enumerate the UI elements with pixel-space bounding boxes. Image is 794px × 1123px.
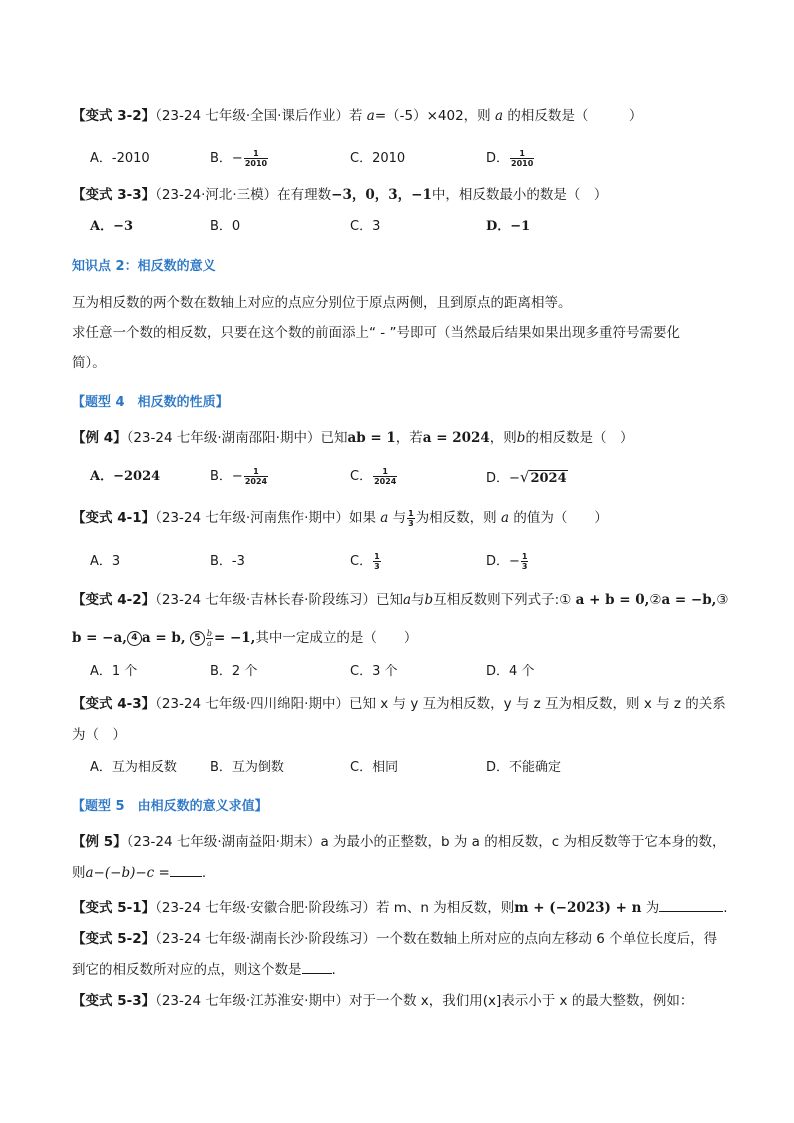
knowledge-point-title: 知识点 2：相反数的意义 [72, 259, 216, 274]
option-d: D．−1 [486, 219, 531, 234]
example-5-stem: 【例 5】（23-24 七年级·湖南益阳·期末）a 为最小的正整数，b 为 a 的相反数，c 为相反数等于它本身的数， [72, 834, 726, 850]
option-b: B．2 个 [210, 664, 258, 679]
option-c: C． $\frac{1}{2024}$ [350, 467, 397, 486]
option-a: A．3 [90, 554, 121, 569]
option-d: D．4 个 [486, 664, 535, 679]
option-a: A．-2010 [90, 151, 150, 166]
variant-5-2-stem-cont: 到它的相反数所对应的点，则这个数是 . [72, 959, 336, 980]
option-d: D．不能确定 [486, 760, 562, 775]
option-a: A．1 个 [90, 664, 138, 679]
variant-3-2-stem: 【变式 3-2】（23-24 七年级·全国·课后作业）若 a=（-5）×402，则 a 的相反数是（ ） [72, 108, 643, 124]
variant-5-1-stem: 【变式 5-1】（23-24 七年级·安徽合肥·阶段练习）若 m、n 为相反数，则m + (−2023) + n 为 . [72, 897, 728, 918]
answer-blank[interactable] [170, 862, 202, 877]
example-5-stem-cont: 则a−(−b)−c = . [72, 862, 206, 883]
option-c: C． $\frac{1}{3}$ [350, 552, 380, 571]
option-d: D．−√2024 [486, 468, 567, 486]
option-c: C．2010 [350, 151, 406, 166]
option-b: B．− $\frac{1}{2024}$ [210, 467, 268, 486]
variant-4-3-stem-cont: 为（ ） [72, 727, 126, 743]
option-c: C．3 [350, 219, 381, 234]
variant-3-3-stem: 【变式 3-3】（23-24·河北·三模）在有理数−3，0，3，−1中，相反数最小的数是（ ） [72, 187, 608, 203]
option-d: D．− $\frac{1}{3}$ [486, 552, 528, 571]
variant-4-3-stem: 【变式 4-3】（23-24 七年级·四川绵阳·期中）已知 x 与 y 互为相反数，y 与 z 互为相反数，则 x 与 z 的关系 [72, 696, 726, 712]
option-a: A．−3 [90, 219, 134, 234]
variant-4-2-stem-cont: b = −a, 4 a = b, 5 $\frac{b}{a}$ = −1,其中一定成立的是（ ） [72, 628, 418, 648]
answer-blank[interactable] [302, 959, 332, 974]
example-4-stem: 【例 4】（23-24 七年级·湖南邵阳·期中）已知ab = 1，若a = 2024，则b的相反数是（ ） [72, 430, 634, 446]
source: （23-24 七年级·全国·课后作业） [155, 108, 349, 124]
variant-5-2-stem: 【变式 5-2】（23-24 七年级·湖南长沙·阶段练习）一个数在数轴上所对应的点向左移动 6 个单位长度后，得 [72, 931, 718, 947]
option-d: D． $\frac{1}{2010}$ [486, 149, 534, 168]
option-b: B．0 [210, 219, 241, 234]
variant-4-2-stem: 【变式 4-2】（23-24 七年级·吉林长春·阶段练习）已知a与b互相反数则下列式子:① a + b = 0,②a = −b,③ [72, 592, 729, 608]
option-c: C．3 个 [350, 664, 398, 679]
option-a: A．互为相反数 [90, 760, 177, 775]
paragraph: 互为相反数的两个数在数轴上对应的点应分别位于原点两侧，且到原点的距离相等。 [72, 295, 572, 311]
variant-4-1-stem: 【变式 4-1】（23-24 七年级·河南焦作·期中）如果 a 与 $\frac{1}{3}$ 为相反数，则 a 的值为（ ） [72, 508, 608, 528]
section-title: 【题型 5 由相反数的意义求值】 [72, 799, 268, 814]
option-b: B．互为倒数 [210, 760, 284, 775]
option-b: B．− $\frac{1}{2010}$ [210, 149, 268, 168]
variant-5-3-stem: 【变式 5-3】（23-24 七年级·江苏淮安·期中）对于一个数 x，我们用(x]表示小于 x 的最大整数，例如： [72, 993, 694, 1009]
paragraph: 求任意一个数的相反数，只要在这个数的前面添上“ - ”号即可（当然最后结果如果出现多重符号需要化 [72, 325, 680, 341]
section-title: 【题型 4 相反数的性质】 [72, 395, 229, 410]
option-c: C．相同 [350, 760, 399, 775]
answer-blank[interactable] [659, 897, 723, 912]
option-b: B．-3 [210, 554, 245, 569]
paragraph: 简）。 [72, 355, 106, 371]
option-a: A．−2024 [90, 469, 161, 484]
variant-tag: 【变式 3-2】 [72, 108, 156, 124]
